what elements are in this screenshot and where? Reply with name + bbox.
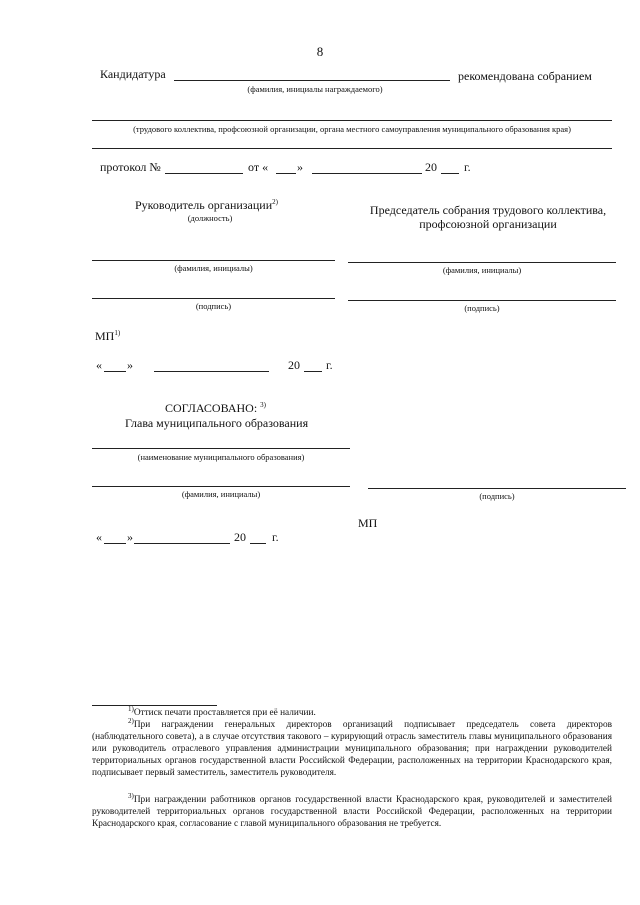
date2-year: 20 (234, 530, 246, 544)
date2-open: « (96, 530, 102, 544)
stamp-mp-1: МП$^{1)}$ (95, 329, 121, 343)
candidate-name-line[interactable] (174, 80, 450, 81)
date2-year-line[interactable] (250, 543, 266, 544)
footnote-3: $^{3)}$При награждении работников органов государственной власти Краснодарского края, руководителей и заместителей руководителей территориальных органов государственной власти Российской Федерации, расположенных на территории Краснодарского края, согласование с главой муниципального образования не требуется. (92, 791, 612, 829)
page-number: 8 (316, 44, 324, 59)
protocol-quote-close: » (297, 160, 303, 174)
protocol-year-line[interactable] (441, 173, 459, 174)
chair-name-line[interactable] (348, 262, 616, 263)
approved-label: СОГЛАСОВАНО: $^{3)}$ (165, 401, 267, 415)
date2-year-suffix: г. (272, 530, 279, 544)
protocol-month-line[interactable] (312, 173, 422, 174)
approver-name-line[interactable] (92, 486, 350, 487)
protocol-year: 20 (425, 160, 437, 174)
footnote-separator (92, 705, 217, 706)
caption-head-sign: (подпись) (195, 301, 232, 311)
date1-close: » (127, 358, 133, 372)
protocol-from: от « (248, 160, 269, 174)
caption-approver-name: (фамилия, инициалы) (181, 489, 261, 499)
caption-position: (должность) (187, 213, 233, 223)
date1-year: 20 (288, 358, 300, 372)
protocol-number-line[interactable] (165, 173, 243, 174)
caption-org: (трудового коллектива, профсоюзной организации, органа местного самоуправления муниципального образования края) (133, 124, 571, 134)
date1-month-line[interactable] (154, 371, 269, 372)
date1-year-suffix: г. (326, 358, 333, 372)
date2-day-line[interactable] (104, 543, 126, 544)
org-line[interactable] (92, 120, 612, 121)
approver-sign-line[interactable] (368, 488, 626, 489)
caption-head-name: (фамилия, инициалы) (174, 263, 253, 273)
approved-subtitle: Глава муниципального образования (125, 416, 309, 430)
caption-chair-name: (фамилия, инициалы) (442, 265, 522, 275)
chair-sign-line[interactable] (348, 300, 616, 301)
municipality-line[interactable] (92, 448, 350, 449)
caption-chair-sign: (подпись) (464, 303, 500, 313)
head-sign-line[interactable] (92, 298, 335, 299)
footnote-mark-1: 1) (114, 329, 121, 337)
protocol-day-line[interactable] (276, 173, 296, 174)
date2-close: » (127, 530, 133, 544)
chair-title-line2: профсоюзной организации (419, 217, 557, 231)
protocol-year-suffix: г. (464, 160, 471, 174)
date1-open: « (96, 358, 102, 372)
caption-municipality: (наименование муниципального образования) (137, 452, 305, 462)
org-line-2[interactable] (92, 148, 612, 149)
recommended-text: рекомендована собранием (458, 69, 592, 83)
head-name-line[interactable] (92, 260, 335, 261)
caption-approver-sign: (подпись) (479, 491, 515, 501)
candidate-label: Кандидатура (100, 67, 166, 81)
date2-month-line[interactable] (134, 543, 230, 544)
head-org-title: Руководитель организации$^{2)}$ (135, 198, 278, 212)
date1-day-line[interactable] (104, 371, 126, 372)
protocol-label: протокол № (100, 160, 161, 174)
chair-title-line1: Председатель собрания трудового коллектива, (369, 203, 607, 217)
footnote-mark-2: 2) (272, 198, 278, 206)
caption-candidate-name: (фамилия, инициалы награждаемого) (247, 84, 383, 94)
date1-year-line[interactable] (304, 371, 322, 372)
footnote-2: $^{2)}$При награждении генеральных директоров организаций подписывает председатель совета директоров (наблюдательного совета), а в случае отсутствия такового – курирующий отрасль заместитель главы муниципального образования или руководитель отраслевого управления администрации муниципального образования; при награждении руководителей территориальных органов государственной власти Российской Федерации, расположенных на территории Краснодарского края, подписывает первый заместитель, заместитель руководителя. (92, 716, 612, 778)
footnote-mark-3: 3) (260, 401, 267, 409)
footnote-1: $^{1)}$Оттиск печати проставляется при её наличии. (128, 704, 316, 718)
stamp-mp-2: МП (358, 516, 378, 530)
